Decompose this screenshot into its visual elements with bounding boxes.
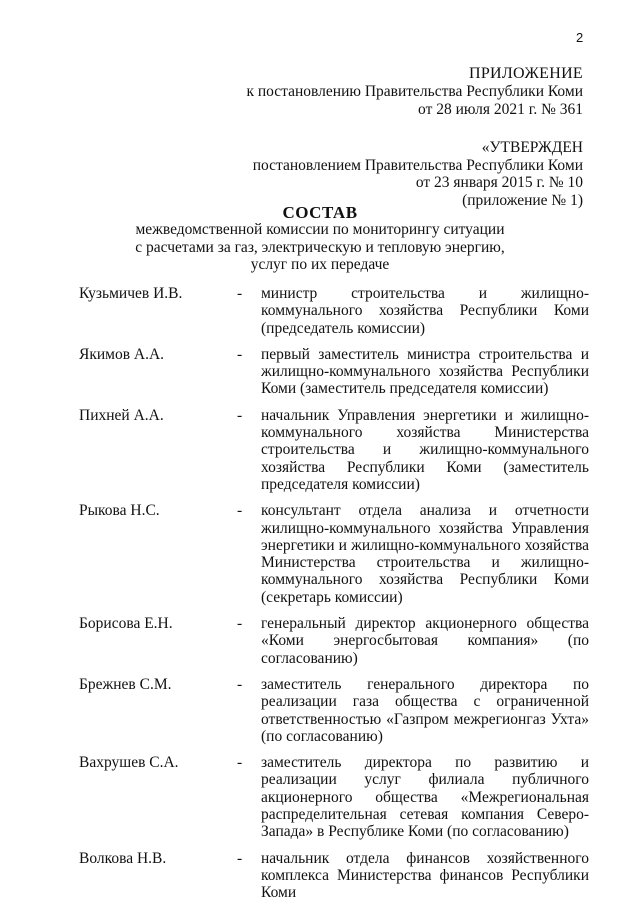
- member-role: консультант отдела анализа и отчетности жилищно-коммунального хозяйства Управления энергетики и жилищно-коммунального хозяйства Министерства строительства и жилищно-коммунального хозяйства Республики Коми (секретарь комиссии): [261, 502, 589, 606]
- member-row: [79, 502, 589, 606]
- member-name: Якимов А.А.: [79, 345, 165, 363]
- approved-title: «УТВЕРЖДЕН: [481, 139, 583, 156]
- member-role: заместитель директора по развитию и реализации услуг филиала публичного акционерного общества «Межрегиональная распределительная сетевая компания Северо-Запада» в Республике Коми (по согласованию): [261, 754, 589, 841]
- member-row: [79, 754, 589, 840]
- member-name: Рыкова Н.С.: [79, 502, 160, 520]
- member-row: [79, 676, 589, 745]
- appendix-date-line: от 28 июля 2021 г. № 361: [418, 101, 583, 118]
- member-row: [79, 346, 589, 398]
- approved-resolution-line: постановлением Правительства Республики Коми: [252, 156, 583, 174]
- document-subtitle: [0, 221, 640, 274]
- member-dash: -: [237, 345, 243, 363]
- member-name: Брежнев С.М.: [79, 675, 172, 693]
- member-dash: -: [237, 754, 243, 772]
- member-dash: -: [237, 615, 243, 633]
- appendix-resolution-line: к постановлению Правительства Республики Коми: [246, 83, 583, 100]
- member-name: Пихней А.А.: [79, 406, 164, 424]
- member-role: министр строительства и жилищно-коммунального хозяйства Республики Коми (председатель комиссии): [261, 285, 589, 337]
- subtitle-line-1: межведомственной комиссии по мониторингу ситуации: [135, 221, 505, 238]
- member-dash: -: [237, 849, 243, 867]
- page-number: 2: [576, 30, 584, 45]
- member-dash: -: [237, 502, 243, 520]
- appendix-block: [163, 65, 583, 119]
- member-name: Борисова Е.Н.: [79, 615, 173, 633]
- member-role: начальник отдела финансов хозяйственного комплекса Министерства финансов Республики Коми: [261, 849, 589, 902]
- member-name: Вахрушев С.А.: [79, 754, 179, 772]
- member-row: [79, 850, 589, 902]
- members-list: [79, 285, 589, 911]
- member-name: Волкова Н.В.: [79, 849, 167, 867]
- appendix-title: ПРИЛОЖЕНИЕ: [468, 65, 583, 82]
- member-dash: -: [237, 406, 243, 424]
- subtitle-line-2: с расчетами за газ, электрическую и тепловую энергию,: [135, 238, 505, 256]
- member-role: первый заместитель министра строительства и жилищно-коммунального хозяйства Республики Коми (заместитель председателя комиссии): [261, 345, 589, 398]
- document-title: СОСТАВ: [282, 203, 358, 222]
- member-role: начальник Управления энергетики и жилищно-коммунального хозяйства Министерства строительства и жилищно-коммунального хозяйства Республики Коми (заместитель председателя комиссии): [261, 406, 589, 493]
- member-row: [79, 615, 589, 667]
- member-role: заместитель генерального директора по реализации газа общества с ограниченной ответственностью «Газпром межрегионгаз Ухта» (по согласованию): [261, 675, 589, 745]
- member-role: генеральный директор акционерного общества «Коми энергосбытовая компания» (по согласованию): [261, 615, 589, 667]
- approved-appendix-number: (приложение № 1): [462, 191, 583, 209]
- approved-date-line: от 23 января 2015 г. № 10: [415, 174, 583, 191]
- member-dash: -: [237, 675, 243, 693]
- member-row: [79, 285, 589, 337]
- member-row: [79, 407, 589, 493]
- subtitle-line-3: услуг по их передаче: [250, 256, 390, 273]
- member-name: Кузьмичев И.В.: [79, 285, 183, 302]
- approved-block: [163, 139, 583, 209]
- member-dash: -: [237, 285, 243, 302]
